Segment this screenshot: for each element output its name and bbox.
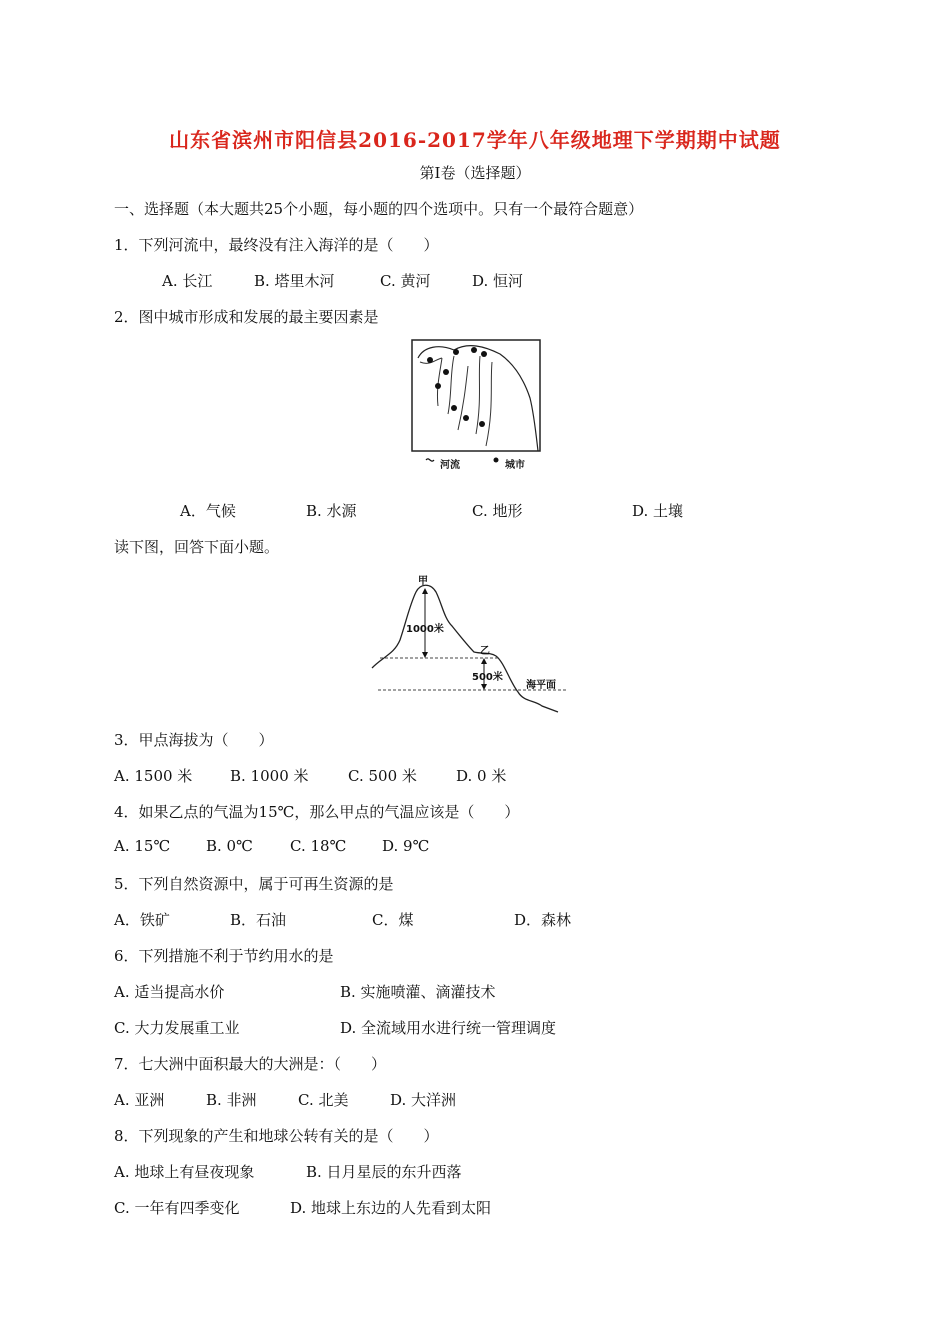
legend-river-label: 河流 [440,460,460,471]
section-subtitle: 第Ⅰ卷（选择题） [419,164,531,182]
q1-option-a: A. 长江 [162,272,213,290]
q4-option-d: D. 9℃ [382,837,430,855]
river-city-map-figure [410,338,544,470]
height-500m-label: 500米 [472,672,503,683]
q7-option-a: A. 亚洲 [114,1091,165,1109]
q1-option-b: B. 塔里木河 [254,272,335,290]
q2-option-d: D. 土壤 [632,502,684,520]
q6-option-a: A. 适当提高水价 [114,983,225,1001]
page-title: 山东省滨州市阳信县2016-2017学年八年级地理下学期期中试题 [169,128,781,152]
q6-option-b: B. 实施喷灌、滴灌技术 [340,983,496,1001]
question-7-stem: 7．七大洲中面积最大的大洲是：（ ） [114,1055,387,1073]
q4-option-c: C. 18℃ [290,837,347,855]
point-yi-label: 乙 [480,646,490,657]
q3-option-c: C. 500 米 [348,767,417,785]
question-6-stem: 6．下列措施不利于节约用水的是 [114,947,334,965]
legend-city-label: 城市 [505,460,525,471]
peak-jia-label: 甲 [418,576,428,587]
q7-option-c: C. 北美 [298,1091,349,1109]
q8-option-d: D. 地球上东边的人先看到太阳 [290,1199,492,1217]
q5-option-c: C．煤 [372,911,414,929]
question-8-stem: 8．下列现象的产生和地球公转有关的是（ ） [114,1127,439,1145]
q8-option-a: A. 地球上有昼夜现象 [114,1163,255,1181]
q3-option-b: B. 1000 米 [230,767,309,785]
question-3-stem: 3．甲点海拔为（ ） [114,731,274,749]
question-1-stem: 1．下列河流中，最终没有注入海洋的是（ ） [114,236,439,254]
sea-level-label: 海平面 [526,680,556,691]
read-figure-prompt: 读下图，回答下面小题。 [114,538,280,556]
q6-option-d: D. 全流域用水进行统一管理调度 [340,1019,557,1037]
q1-option-d: D. 恒河 [472,272,524,290]
height-1000m-label: 1000米 [406,624,444,635]
q5-option-a: A．铁矿 [114,911,170,929]
question-2-stem: 2．图中城市形成和发展的最主要因素是 [114,308,379,326]
q2-option-c: C. 地形 [472,502,523,520]
q2-option-b: B. 水源 [306,502,357,520]
q4-option-a: A. 15℃ [114,837,171,855]
q7-option-d: D. 大洋洲 [390,1091,457,1109]
q2-option-a: A．气候 [180,502,236,520]
q1-option-c: C. 黄河 [380,272,431,290]
q3-option-a: A. 1500 米 [114,767,193,785]
q8-option-c: C. 一年有四季变化 [114,1199,240,1217]
question-4-stem: 4．如果乙点的气温为15℃，那么甲点的气温应该是（ ） [114,803,520,821]
q6-option-c: C. 大力发展重工业 [114,1019,240,1037]
q8-option-b: B. 日月星辰的东升西落 [306,1163,462,1181]
q3-option-d: D. 0 米 [456,767,507,785]
q5-option-b: B．石油 [230,911,287,929]
q4-option-b: B. 0℃ [206,837,253,855]
q7-option-b: B. 非洲 [206,1091,257,1109]
q5-option-d: D．森林 [514,911,572,929]
mountain-profile-figure [370,570,570,720]
section-heading: 一、选择题（本大题共25个小题，每小题的四个选项中。只有一个最符合题意） [114,200,644,218]
question-5-stem: 5．下列自然资源中，属于可再生资源的是 [114,875,394,893]
